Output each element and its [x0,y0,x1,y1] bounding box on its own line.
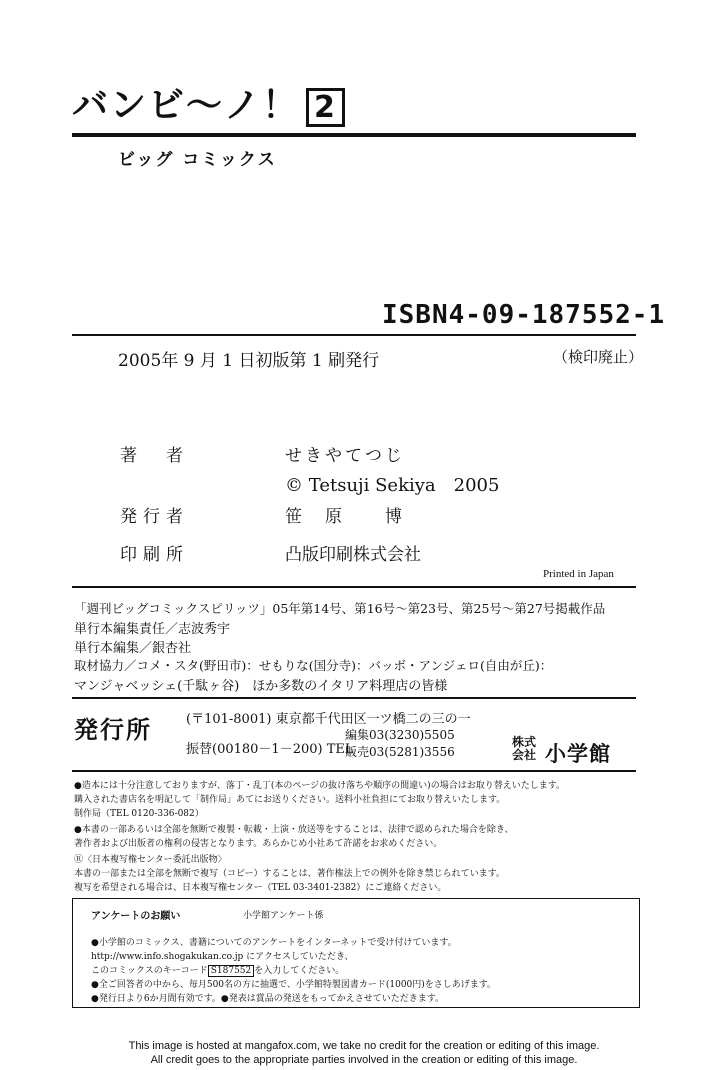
isbn: ISBN4-09-187552-1 [382,300,666,330]
tel-editorial: 編集03(3230)5505 [345,728,455,742]
printer-name: 凸版印刷株式会社 [285,545,421,565]
production-rule [72,697,636,699]
survey-department: 小学館アンケート係 [243,911,324,921]
notice-line-5: 著作者および出版者の権利の侵害となります。あらかじめ小社あて許諾をお求めください。 [74,839,443,849]
survey-line-2: http://www.info.shogakukan.co.jp にアクセスしていただき、 [91,952,354,962]
survey-line-3-before: このコミックスのキーコード [91,966,208,976]
company-name: 小学館 [545,742,611,766]
notice-line-2: 購入された書店名を明記して「制作局」あてにお送りください。送料小社負担にてお取り替えいたします。 [74,795,506,805]
survey-line-5: ●発行日より6か月間有効です。●発表は賞品の発送をもってかえさせていただきます。 [91,994,444,1004]
publisher-label: 発行者 [120,507,189,527]
survey-line-1: ●小学館のコミックス、書籍についてのアンケートをインターネットで受け付けています。 [91,938,457,948]
credits-rule [72,586,636,588]
publisher-heading: 発行所 [74,716,152,744]
book-title [72,85,345,127]
notice-line-1: ●造本には十分注意しておりますが、落丁・乱丁(本のページの抜け落ちや順序の間違い)の場合はお取り替えいたします。 [74,781,565,791]
corporation-line-2: 会社 [512,748,537,763]
credit-line-serial: 「週刊ビッグコミックスピリッツ」05年第14号、第16号〜第23号、第25号〜第27号掲載作品 [74,601,606,616]
survey-heading: アンケートのお願い [91,911,181,922]
publisher-name: 笹 原 博 [285,507,405,527]
publisher-rule [72,770,636,772]
survey-box [72,898,640,1008]
printer-label: 印刷所 [120,545,189,565]
volume-number: 2 [306,88,345,127]
author-label: 著 者 [120,446,189,466]
survey-line-3-after: を入力してください。 [254,966,345,976]
series-label: ビッグ コミックス [118,150,277,170]
notice-line-6: Ⓡ〈日本複写権センター委託出版物〉 [74,855,227,865]
notice-line-4: ●本書の一部あるいは全部を無断で複製・転載・上演・放送等をすることは、法律で認められた場合を除き、 [74,825,514,835]
survey-line-4: ●全ご回答者の中から、毎月500名の方に抽選で、小学館特製図書カード(1000円)をさしあげます。 [91,980,497,990]
notice-line-7: 本書の一部または全部を無断で複写（コピー）することは、著作権法上での例外を除き禁じられています。 [74,869,505,879]
transfer-account: 振替(00180－1－200) TEL [186,742,354,757]
hosting-notice-line-1: This image is hosted at mangafox.com, we take no credit for the creation or editing of this image. [128,1040,600,1052]
corporation-label [512,736,536,762]
copyright-line: © Tetsuji Sekiya 2005 [285,475,500,496]
credit-line-cooperation: 取材協力／コメ・スタ(野田市)：せもりな(国分寺)：バッボ・アンジェロ(自由が丘)： [74,658,553,673]
corporation-line-1: 株式 [512,735,537,749]
publisher-address: (〒101-8001) 東京都千代田区一ツ橋二の三の一 [186,712,471,727]
publication-date: 2005年 9 月 1 日初版第 1 刷発行 [118,351,380,371]
credit-line-editor-in-charge: 単行本編集責任／志波秀宇 [74,622,231,637]
tel-sales: 販売03(5281)3556 [345,745,455,759]
author-name: せきやてつじ [285,446,405,466]
credit-line-restaurants: マンジャベッシェ(千駄ヶ谷) ほか多数のイタリア料理店の皆様 [74,679,448,694]
hosting-notice-line-2: All credit goes to the appropriate parties involved in the creation or editing of this image. [150,1054,578,1066]
credit-line-editing: 単行本編集／銀杏社 [74,641,192,656]
title-rule [72,133,636,137]
survey-line-3 [91,963,344,976]
isbn-rule [72,334,636,336]
notice-line-8: 複写を希望される場合は、日本複写権センター（TEL 03-3401-2382）にご連絡ください。 [74,883,447,893]
key-code: S187552 [208,965,255,977]
printed-in-japan: Printed in Japan [543,568,614,580]
notice-line-3: 制作局（TEL 0120-336-082） [74,809,204,819]
stamp-note: （検印廃止） [553,348,644,366]
book-title-text: バンビ〜ノ！ [72,85,301,126]
